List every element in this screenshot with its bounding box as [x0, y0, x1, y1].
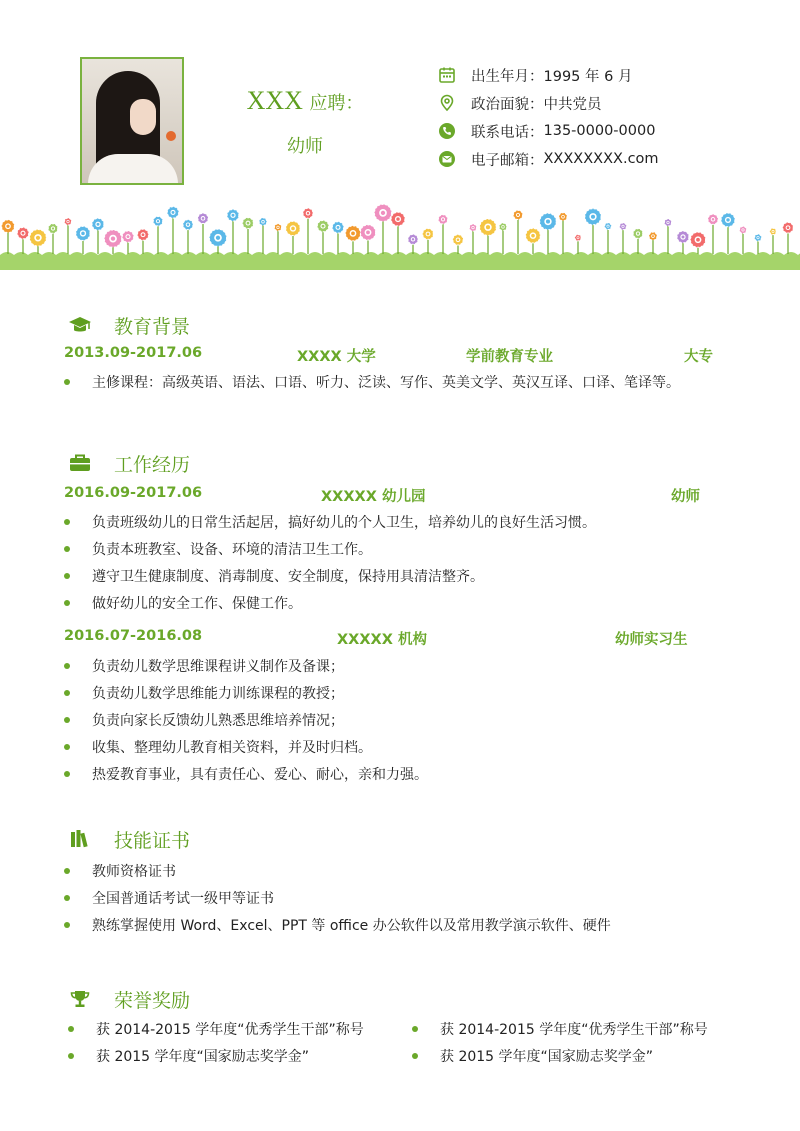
list-item: 获 2014-2015 学年度“优秀学生干部”称号 — [68, 1019, 364, 1039]
list-item: 做好幼儿的安全工作、保健工作。 — [64, 593, 302, 613]
list-item: 负责向家长反馈幼儿熟悉思维培养情况； — [64, 710, 344, 730]
section-title: 荣誉奖励 — [114, 989, 191, 1012]
list-item: 收集、整理幼儿教育相关资料，并及时归档。 — [64, 737, 372, 757]
list-item: 负责本班教室、设备、环境的清洁卫生工作。 — [64, 539, 372, 559]
section-education-header — [68, 312, 190, 338]
info-label: 联系电话： — [471, 124, 544, 141]
info-birth — [437, 64, 632, 86]
list-item: 全国普通话考试一级甲等证书 — [64, 888, 274, 908]
list-item: 负责班级幼儿的日常生活起居，搞好幼儿的个人卫生，培养幼儿的良好生活习惯。 — [64, 512, 596, 532]
section-title: 技能证书 — [114, 829, 191, 852]
info-value: 1995 年 6 月 — [543, 68, 633, 85]
list-item: 获 2015 学年度“国家励志奖学金” — [412, 1046, 653, 1066]
info-value: 135-0000-0000 — [543, 123, 656, 139]
info-label: 政治面貌： — [471, 96, 544, 113]
list-item: 教师资格证书 — [64, 861, 176, 881]
list-item: 遵守卫生健康制度、消毒制度、安全制度，保持用具清洁整齐。 — [64, 566, 484, 586]
books-icon — [68, 828, 92, 850]
section-work-header — [68, 450, 190, 476]
list-item: 获 2014-2015 学年度“优秀学生干部”称号 — [412, 1019, 708, 1039]
info-value: 中共党员 — [543, 96, 602, 113]
job-org: XXXXX 幼儿园 — [321, 489, 426, 505]
job-role: 幼师实习生 — [615, 632, 688, 648]
profile-photo — [80, 57, 184, 185]
briefcase-icon — [68, 452, 92, 474]
mail-icon — [437, 149, 457, 169]
candidate-name-line — [200, 86, 410, 116]
applied-position: 幼师 — [287, 136, 323, 157]
list-item: 热爱教育事业，具有责任心、爱心、耐心，亲和力强。 — [64, 764, 428, 784]
info-email — [437, 148, 659, 170]
job-role: 幼师 — [671, 489, 700, 505]
list-item: 负责幼儿数学思维能力训练课程的教授； — [64, 683, 344, 703]
list-item: 主修课程：高级英语、语法、口语、听力、泛读、写作、英美文学、英汉互译、口译、笔译等。 — [64, 372, 680, 392]
section-skills-header — [68, 826, 190, 852]
info-value: XXXXXXXX.com — [543, 151, 659, 167]
list-item: 负责幼儿数学思维课程讲义制作及备课； — [64, 656, 344, 676]
info-label: 电子邮箱： — [471, 152, 544, 169]
info-label: 出生年月： — [471, 68, 544, 85]
job-period: 2016.07-2016.08 — [64, 628, 203, 644]
education-period: 2013.09-2017.06 — [64, 345, 203, 361]
info-political — [437, 92, 602, 114]
list-item: 获 2015 学年度“国家励志奖学金” — [68, 1046, 309, 1066]
phone-icon — [437, 121, 457, 141]
job-org: XXXXX 机构 — [337, 632, 427, 648]
section-title: 工作经历 — [114, 453, 191, 476]
calendar-icon — [437, 65, 457, 85]
location-pin-icon — [437, 93, 457, 113]
education-school: XXXX 大学 — [297, 349, 376, 365]
trophy-icon — [68, 988, 92, 1010]
apply-label: 应聘： — [309, 93, 364, 114]
list-item: 熟练掌握使用 Word、Excel、PPT 等 office 办公软件以及常用教学演示软件、硬件 — [64, 915, 611, 935]
flower-border-decoration — [0, 200, 800, 270]
info-phone — [437, 120, 655, 142]
candidate-name: XXX — [246, 86, 303, 115]
education-major: 学前教育专业 — [466, 349, 553, 365]
section-title: 教育背景 — [114, 315, 191, 338]
section-honors-header — [68, 986, 190, 1012]
job-period: 2016.09-2017.06 — [64, 485, 203, 501]
education-degree: 大专 — [684, 349, 713, 365]
graduation-cap-icon — [68, 314, 92, 336]
